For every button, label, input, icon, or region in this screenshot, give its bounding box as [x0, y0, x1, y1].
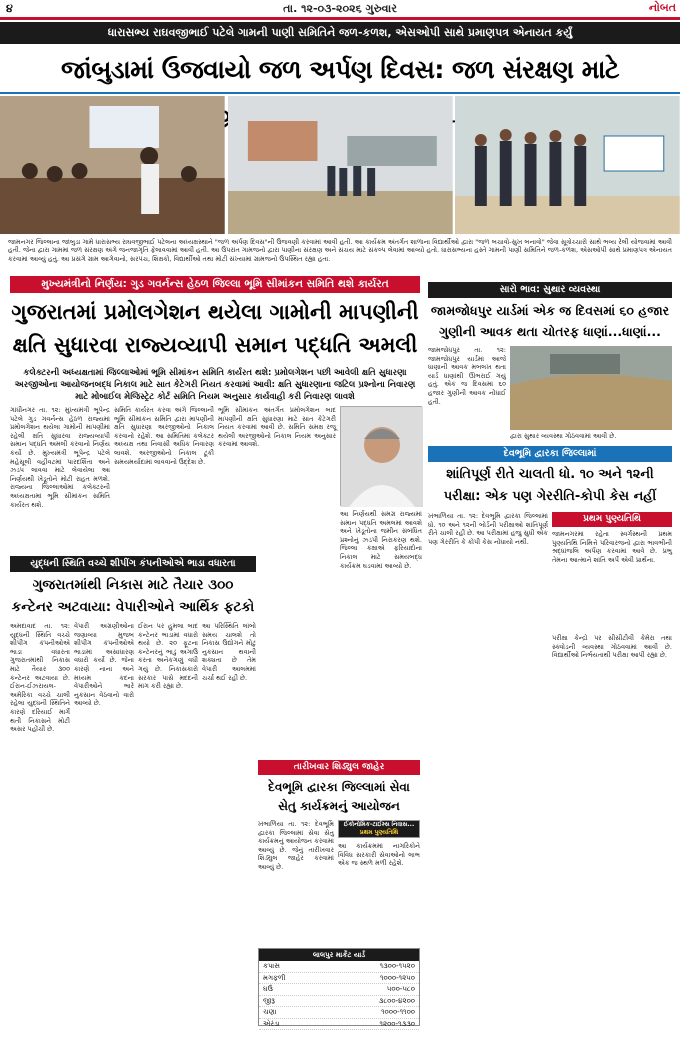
market-row: [259, 996, 419, 1008]
market-row: [259, 973, 419, 985]
obituary-body: જામનગરમાં રહેતા સ્વર્ગસ્થની પ્રથમ પુણ્યતિથિ નિમિત્તે પરિવારજનો દ્વારા ભાવભીની શ્રદ્ધાંજલિ અર્પણ કરવામાં આવે છે. પ્રભુ તેમના આત્માને શાંતિ અર્પે એવી પ્રાર્થના.: [552, 530, 672, 564]
second-story-headline: ગુજરાતમાંથી નિકાસ માટે તૈયાર ૩૦૦ કન્ટેનર અટવાયા: વેપારીઓને આર્થિક ફટકો: [11, 577, 255, 615]
photo-stage-event: [0, 96, 225, 234]
page-number: ૪: [6, 2, 13, 15]
second-story-strip: યુદ્ધની સ્થિતિ વચ્ચે શીપીંગ કંપનીઓએ ભાડા વધારતા: [10, 556, 256, 572]
dwarka-event-tag: તારીખવાર શિડ્યુલ જાહેર: [258, 760, 420, 775]
market-item: એરંડા: [263, 1019, 280, 1028]
market-row: [259, 1019, 419, 1031]
right-market-headline: જામજોધપુર યાર્ડમાં એક જ દિવસમાં ૬૦ હજાર ગુણીની આવક થતા ચોતરફ ધાણાં...ધાણાં...: [430, 303, 670, 339]
market-price-table: [258, 948, 420, 1026]
market-item: ઘઉં: [263, 985, 273, 993]
market-price: ૧૦૦૦-૧૨૫૦: [380, 973, 415, 982]
market-price: ૧૦૦૦-૧૧૦૦: [381, 1008, 415, 1016]
second-story-col-2: વેપારી અગ્રણીઓના જણાવ્યા મુજબ શીપીંગ કંપનીઓએ ભાડામાં અસાધારણ વધારો કર્યો છે. જેના કારણે નાના અને મધ્યમ કદના વેપારીઓને ભારે નુકસાન વેઠવાનો વારો આવ્યો છે.: [74, 622, 134, 708]
market-item: ચણા: [263, 1008, 277, 1016]
market-row: [259, 961, 419, 973]
right-market-strip: સારો ભાવ: સુથાર વ્યવસ્થા: [428, 282, 672, 298]
market-price: ૧૨૦૦-૧૩૩૦: [379, 1019, 415, 1028]
main-story-headline: ગુજરાતમાં પ્રમોલગેશન થયેલા ગામોની માપણીની ક્ષતિ સુધારવા રાજ્યવ્યાપી સમાન પદ્ધતિ અમલી: [11, 300, 419, 357]
dwarka-event-col-2: આ કાર્યક્રમમાં નાગરિકોને વિવિધ સરકારી સેવાઓનો લાભ એક જ સ્થળે મળી રહેશે.: [338, 842, 420, 868]
top-story-kicker: ધારાસભ્ય રાઘવજીભાઈ પટેલે ગામની પાણી સમિતિને જળ-કળશ, એસઓપી સાથે પ્રમાણપત્ર એનાયત કર્યું: [0, 22, 680, 44]
dwarka-event-headline: દેવભૂમિ દ્વારકા જિલ્લામાં સેવા સેતુ કાર્યક્રમનું આયોજન: [268, 780, 410, 813]
masthead-bar: [0, 0, 680, 20]
top-story-headline: જાંબુડામાં ઉજવાયો જળ અર્પણ દિવસ: જળ સંરક્ષણ માટે: [0, 46, 680, 94]
market-price: ૩૮૦૦-૪૨૦૦: [378, 996, 415, 1005]
main-story-col-2: સમિતિ કાર્યરત કરવા અંગે જિલ્લાની ભૂમિ સીમાંકન સમિતિ દ્વારા માપણીની ક્ષતિ સુધારણા અરજીઓનો નિકાલ કરવાનો રહેશે. આ સમિતિમાં કલેક્ટર અધ્યક્ષ તથા નિવાસી અધિક નિવારણ લાવશે. અરજીઓનો નિકાલ ટૂંકી સમયમર્યાદામાં લાવવાનો ઉદ્દેશ છે.: [114, 406, 214, 466]
market-item: મગફળી: [263, 973, 286, 982]
main-story-col-3: ભૂમિ સીમાંકન અંતર્ગત પ્રમોલગેશન બાદ માપણીની ક્ષતિ સુધારણા માટે સાત કેટેગરી નિયત કરવામાં આવી છે. સમિતિ સમક્ષ રજૂ થયેલી અરજીઓનો નિકાલ નિયમ અનુસાર કરવામાં આવશે.: [218, 406, 336, 449]
second-story-col-1: અમદાવાદ તા. ૧૨: યુદ્ધની સ્થિતિ વચ્ચે શીપીંગ કંપનીઓએ ભાડા વધારતા ગુજરાતમાંથી નિકાસ માટે તૈયાર ૩૦૦ કન્ટેનર અટવાયા છે. ઈરાન-ઈઝરાયલ-અમેરિકા વચ્ચે ચાલી રહેલા યુદ્ધની સ્થિતિને કારણે દરિયાઈ માર્ગે થતી નિકાસને મોટી અસર પહોંચી છે.: [10, 622, 70, 734]
cm-portrait: [340, 406, 422, 506]
dwarka-event-col-1: ખંભાળિયા તા. ૧૨: દેવભૂમિ દ્વારકા જિલ્લામાં સેવા સેતુ કાર્યક્રમનું આયોજન કરવામાં આવ્યું છે. જેનું તારીખવાર શિડ્યુલ જાહેર કરવામાં આવ્યું છે.: [258, 820, 334, 871]
market-price: ૫૦૦-૫૮૦: [386, 985, 415, 993]
newspaper-logo: નોબત: [648, 1, 676, 14]
photo-strip: [0, 96, 680, 234]
exam-story-strip: દેવભૂમિ દ્વારકા જિલ્લામાં: [428, 446, 672, 462]
market-price: ૧૩૦૦-૧૫૨૦: [379, 962, 415, 970]
market-item: જીરૂ: [263, 996, 276, 1005]
notice-subtitle: પ્રથમ પુણ્યતિથિ: [359, 829, 399, 836]
exam-story-col-1: ખંભાળિયા તા. ૧૨: દેવભૂમિ દ્વારકા જિલ્લામાં ધો. ૧૦ અને ૧૨ની બોર્ડની પરીક્ષાઓ શાંતિપૂર્ણ રીતે ચાલી રહી છે. આ પરીક્ષામાં હજુ સુધી એક પણ ગેરરીતિ કે કોપી કેસ નોંધાયો નથી.: [428, 512, 548, 546]
exam-story-headline: શાંતિપૂર્ણ રીતે ચાલતી ધો. ૧૦ અને ૧૨ની પરીક્ષા: એક પણ ગેરરીતિ-કોપી કેસ નહીં: [443, 467, 657, 504]
main-story-col-4: આ નિર્ણયથી સમગ્ર રાજ્યમાં સમાન પદ્ધતિ અમલમાં આવશે અને ખેડૂતોના જમીન સંબંધિત પ્રશ્નોનું ઝડપી નિરાકરણ થશે. જિલ્લા કક્ષાએ ફરિયાદોના નિકાલ માટે સમયબદ્ધ કાર્યક્રમ ઘડવામાં આવ્યો છે.: [340, 510, 422, 570]
photo-rally: [228, 96, 453, 234]
main-story-strip: મુખ્યમંત્રીનો નિર્ણય: ગુડ ગવર્નન્સ હેઠળ જિલ્લા ભૂમિ સીમાંકન સમિતિ થશે કાર્યરત: [10, 276, 420, 293]
top-story-caption: જામનગર જિલ્લાના જાંબુડા ગામે ધારાસભ્ય રાઘવજીભાઈ પટેલના અધ્યક્ષસ્થાને "જળ અર્પણ દિવસ"ની ઉજવણી કરવામાં આવી હતી. આ કાર્યક્રમ અંતર્ગત શાળાના વિદ્યાર્થીઓ દ્વારા "જળ બચાવો-સુખ બનાવો" જેવા સૂત્રોચ્ચારો સાથે ભવ્ય રેલી યોજવામાં આવી હતી. જેના દ્વારા ગામમાં જળ સંરક્ષણ અંગે જનજાગૃતિ ફેલાવવામાં આવી હતી. આ ઉપરાંત ગામજનો દ્વારા પાણીના સંરક્ષણ અને સંચય માટે સંકલ્પ લેવામાં આવ્યો હતો. ધારાસભ્યના હસ્તે ગામની પાણી સમિતિને જળ-કળશ, એસઓપી સાથે પ્રમાણપત્ર એનાયત કરવામાં આવ્યું હતું. આ પ્રસંગે ગ્રામ આગેવાનો, સરપંચ, શિક્ષકો, વિદ્યાર્થીઓ તથા મોટી સંખ્યામાં ગ્રામજનો ઉપસ્થિત રહ્યા હતા.: [8, 238, 672, 263]
main-story-col-1: ગાંધીનગર તા. ૧૨: મુખ્યમંત્રી ભૂપેન્દ્ર પટેલે ગુડ ગવર્નન્સ હેઠળ રાજ્યમાં પ્રમોલગેશન થયેલા ગામોની માપણીમાં રહેલી ક્ષતિ સુધારવા રાજ્યવ્યાપી સમાન પદ્ધતિ અમલી કરવાનો નિર્ણય કર્યો છે. મુખ્યમંત્રી ભૂપેન્દ્ર પટેલે મહેસૂલી વહીવટમાં પારદર્શિતા અને ઝડપ લાવવા માટે લેવાયેલા આ નિર્ણયથી ખેડૂતોને મોટી રાહત મળશે. રાજ્યના જિલ્લાઓમાં કલેક્ટરની અધ્યક્ષતામાં ભૂમિ સીમાંકન સમિતિ કાર્યરત થશે.: [10, 406, 110, 509]
right-market-body: જામજોધપુર તા. ૧૨: જામજોધપુર યાર્ડમાં આજે ધાણાની આવક મબલખ થતા યાર્ડ ધાણાંથી ઊભરાઈ ગયું હતું. એક જ દિવસમાં ૬૦ હજાર ગુણીની આવક નોંધાઈ હતી.: [428, 346, 506, 406]
photo-certificate-handover: [455, 96, 680, 234]
market-item: કપાસ: [263, 962, 280, 970]
second-story-col-3: ઈરાન પર હુમલા બાદ કન્ટેનર ભાડામાં વધારો થયો છે. ૨૦ ફૂટના કન્ટેનરનું ભાડું અગાઉ કરતા અનેકગણું વધી ગયું છે. નિકાસકારો સરકાર પાસે મદદની માંગ કરી રહ્યા છે.: [138, 622, 198, 691]
market-table-title: લાલપુર માર્કેટ યાર્ડ: [259, 949, 419, 961]
date-line: તા. ૧૨-૦૩-૨૦૨૬ ગુરુવાર: [283, 2, 397, 15]
right-market-photo-caption: દ્વારા સુથાર વ્યવસ્થા ગોઠવવામાં આવી છે.: [510, 432, 617, 440]
second-story-col-4: આ પરિસ્થિતિ લાંબો સમય ચાલશે તો નિકાસ ઉદ્યોગને મોટું નુકસાન થવાની શક્યતા છે તેમ વેપારી આલમમાં ચર્ચા થઈ રહી છે.: [202, 622, 256, 682]
exam-story-col-2: પરીક્ષા કેન્દ્રો પર સીસીટીવી કેમેરા તથા સ્ક્વોડની વ્યવસ્થા ગોઠવવામાં આવી છે. વિદ્યાર્થીઓ નિર્ભયતાથી પરીક્ષા આપી રહ્યા છે.: [552, 634, 672, 660]
notice-title: ઈકોનોમિક-ટાઈમ્સ નિવાસ...: [343, 821, 415, 828]
market-row: [259, 1007, 419, 1019]
market-row: [259, 984, 419, 996]
main-story-deck: કલેક્ટરની અધ્યક્ષતામાં જિલ્લાઓમાં ભૂમિ સીમાંકન સમિતિ કાર્યરત થશે: પ્રમોલગેશન પછી આવેલી ક્ષતિ સુધારણા અરજીઓના આયોજનબદ્ધ નિકાલ માટે સાત કેટેગરી નિયત કરવામાં આવી: ક્ષતિ સુધારણાના જટિલ પ્રશ્નોના નિવારણ માટે મોબાઈલ મેજિસ્ટ્રેટ કોર્ટ સમિતિ નિયમ અનુસાર કાર્યવાહી કરી નિવારણ લાવશે: [14, 368, 416, 402]
coriander-yard-photo: [510, 346, 672, 430]
obituary-tag: પ્રથમ પુણ્યતિથિ: [552, 512, 672, 527]
